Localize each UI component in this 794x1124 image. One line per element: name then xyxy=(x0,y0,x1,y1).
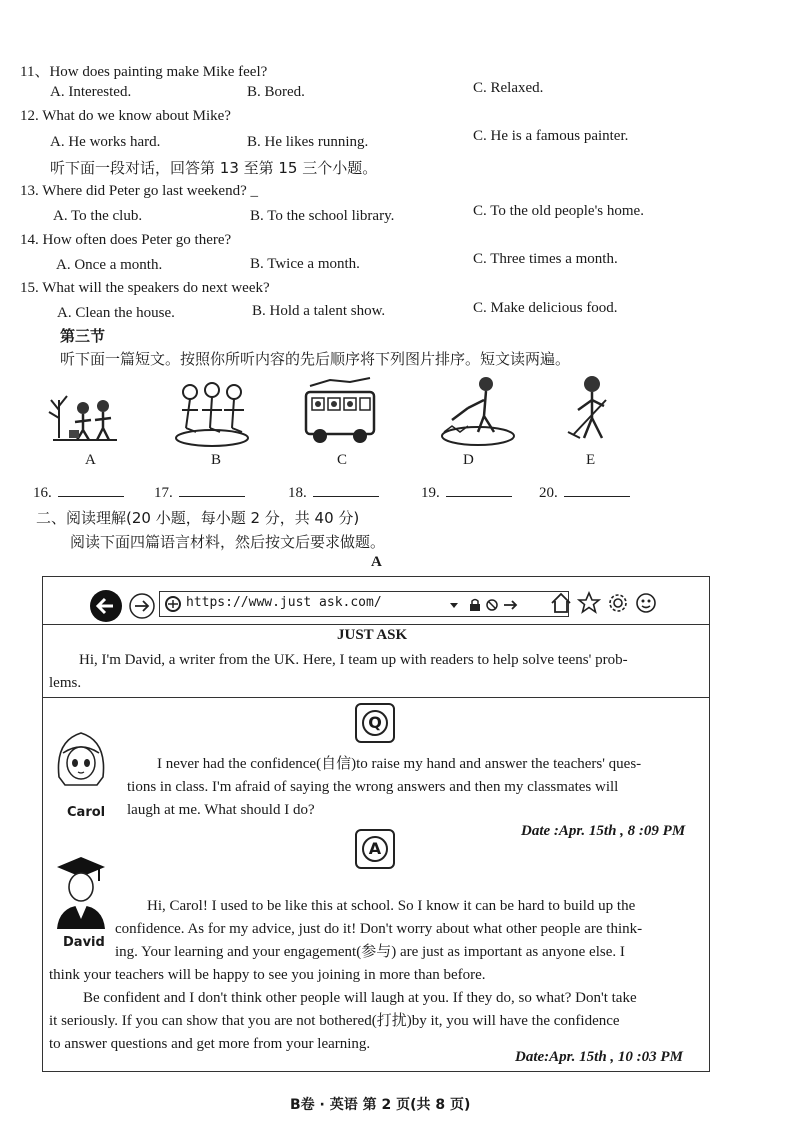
picture-b-children-sitting xyxy=(172,370,252,450)
question-15-stem: 15. What will the speakers do next week? xyxy=(20,280,270,296)
question-12-stem: 12. What do we know about Mike? xyxy=(20,108,231,124)
picture-c-school-bus xyxy=(300,370,380,450)
david-avatar xyxy=(51,855,111,931)
question-14-stem: 14. How often does Peter go there? xyxy=(20,232,232,248)
question-12-option-b: B. He likes running. xyxy=(247,134,369,150)
answer-line-7: to answer questions and get more from your learning. xyxy=(49,1036,371,1052)
answer-line-6: it seriously. If you can show that you are not bothered(打扰)by it, you will have the confidence xyxy=(49,1013,620,1029)
site-title: JUST ASK xyxy=(337,627,408,643)
dropdown-icon xyxy=(450,603,458,608)
question-11-option-a: A. Interested. xyxy=(50,84,132,100)
answer-line-3: ing. Your learning and your engagement(参与) are just as important as anyone else. I xyxy=(115,944,625,960)
lock-icon xyxy=(470,604,480,611)
answer-blank-18[interactable]: 18. xyxy=(288,482,379,502)
question-14-option-c: C. Three times a month. xyxy=(473,251,618,267)
star-icon[interactable] xyxy=(577,591,601,615)
answer-blank-19[interactable]: 19. xyxy=(421,482,512,502)
url-bar[interactable] xyxy=(159,591,569,617)
q-letter: Q xyxy=(362,710,388,736)
answer-badge xyxy=(355,829,395,869)
reading-instruction: 阅读下面四篇语言材料，然后按文后要求做题。 xyxy=(70,533,386,551)
url-bar-controls[interactable] xyxy=(450,598,560,612)
forward-arrow-icon[interactable] xyxy=(129,593,155,619)
picture-e-boy-sweeping xyxy=(552,370,632,450)
section3-instruction: 听下面一篇短文。按照你所听内容的先后顺序将下列图片排序。短文读两遍。 xyxy=(60,350,571,368)
gear-icon[interactable] xyxy=(606,591,630,615)
question-13-option-b: B. To the school library. xyxy=(250,208,395,224)
picture-a-label: A xyxy=(85,452,96,468)
back-arrow-icon[interactable] xyxy=(89,589,123,623)
picture-a-planting-trees xyxy=(45,370,125,450)
page-footer: B卷 · 英语 第 2 页(共 8 页) xyxy=(290,1097,471,1113)
question-line-3: laugh at me. What should I do? xyxy=(127,802,315,818)
picture-d-label: D xyxy=(463,452,474,468)
question-12-option-c: C. He is a famous painter. xyxy=(473,128,629,144)
section3-title: 第三节 xyxy=(60,327,106,345)
carol-name: Carol xyxy=(67,805,106,820)
question-13-option-c: C. To the old people's home. xyxy=(473,203,644,219)
question-12-option-a: A. He works hard. xyxy=(50,134,161,150)
question-11-option-b: B. Bored. xyxy=(247,84,305,100)
answer-line-4: think your teachers will be happy to see you joining in more than before. xyxy=(49,967,486,983)
url-text[interactable]: https://www.just ask.com/ xyxy=(186,595,382,610)
answer-line-5: Be confident and I don't think other people will laugh at you. If they do, so what? Don't take xyxy=(83,990,637,1006)
question-badge xyxy=(355,703,395,743)
a-letter: A xyxy=(362,836,388,862)
answer-date: Date:Apr. 15th , 10 :03 PM xyxy=(515,1049,683,1065)
answer-blank-16[interactable]: 16. xyxy=(33,482,124,502)
question-line-1: I never had the confidence(自信)to raise my hand and answer the teachers' ques- xyxy=(157,756,642,772)
question-11-stem: 11、How does painting make Mike feel? xyxy=(20,64,268,80)
browser-logo-icon xyxy=(165,596,181,612)
question-15-option-b: B. Hold a talent show. xyxy=(252,303,386,319)
picture-c-label: C xyxy=(337,452,348,468)
intro-line-1: Hi, I'm David, a writer from the UK. Here, I team up with readers to help solve teens' prob- xyxy=(79,652,628,668)
answer-blank-20[interactable]: 20. xyxy=(539,482,630,502)
answer-line-2: confidence. As for my advice, just do it! Don't worry about what other people are think- xyxy=(115,921,643,937)
answer-blank-17[interactable]: 17. xyxy=(154,482,245,502)
reading-heading: 二、阅读理解(20 小题，每小题 2 分，共 40 分) xyxy=(36,509,360,527)
question-15-option-c: C. Make delicious food. xyxy=(473,300,618,316)
browser-window xyxy=(42,576,710,1072)
answer-line-1: Hi, Carol! I used to be like this at school. So I know it can be hard to build up the xyxy=(147,898,636,914)
picture-d-girl-gardening xyxy=(438,370,518,450)
question-13-stem: 13. Where did Peter go last weekend? _ xyxy=(20,183,258,199)
go-arrow-icon xyxy=(504,601,516,609)
picture-b-label: B xyxy=(211,452,222,468)
question-date: Date :Apr. 15th , 8 :09 PM xyxy=(521,823,686,839)
passage-label: A xyxy=(371,554,382,570)
smiley-icon[interactable] xyxy=(634,591,658,615)
picture-e-label: E xyxy=(586,452,596,468)
question-14-option-b: B. Twice a month. xyxy=(250,256,360,272)
question-15-option-a: A. Clean the house. xyxy=(57,305,175,321)
carol-avatar xyxy=(51,727,111,797)
home-icon[interactable] xyxy=(549,591,573,615)
david-name: David xyxy=(63,935,105,950)
question-11-option-c: C. Relaxed. xyxy=(473,80,544,96)
question-14-option-a: A. Once a month. xyxy=(56,257,163,273)
intro-line-2: lems. xyxy=(49,675,82,691)
instruction-13-15: 听下面一段对话，回答第 13 至第 15 三个小题。 xyxy=(50,159,378,177)
question-line-2: tions in class. I'm afraid of saying the wrong answers and then my classmates will xyxy=(127,779,619,795)
question-13-option-a: A. To the club. xyxy=(53,208,143,224)
